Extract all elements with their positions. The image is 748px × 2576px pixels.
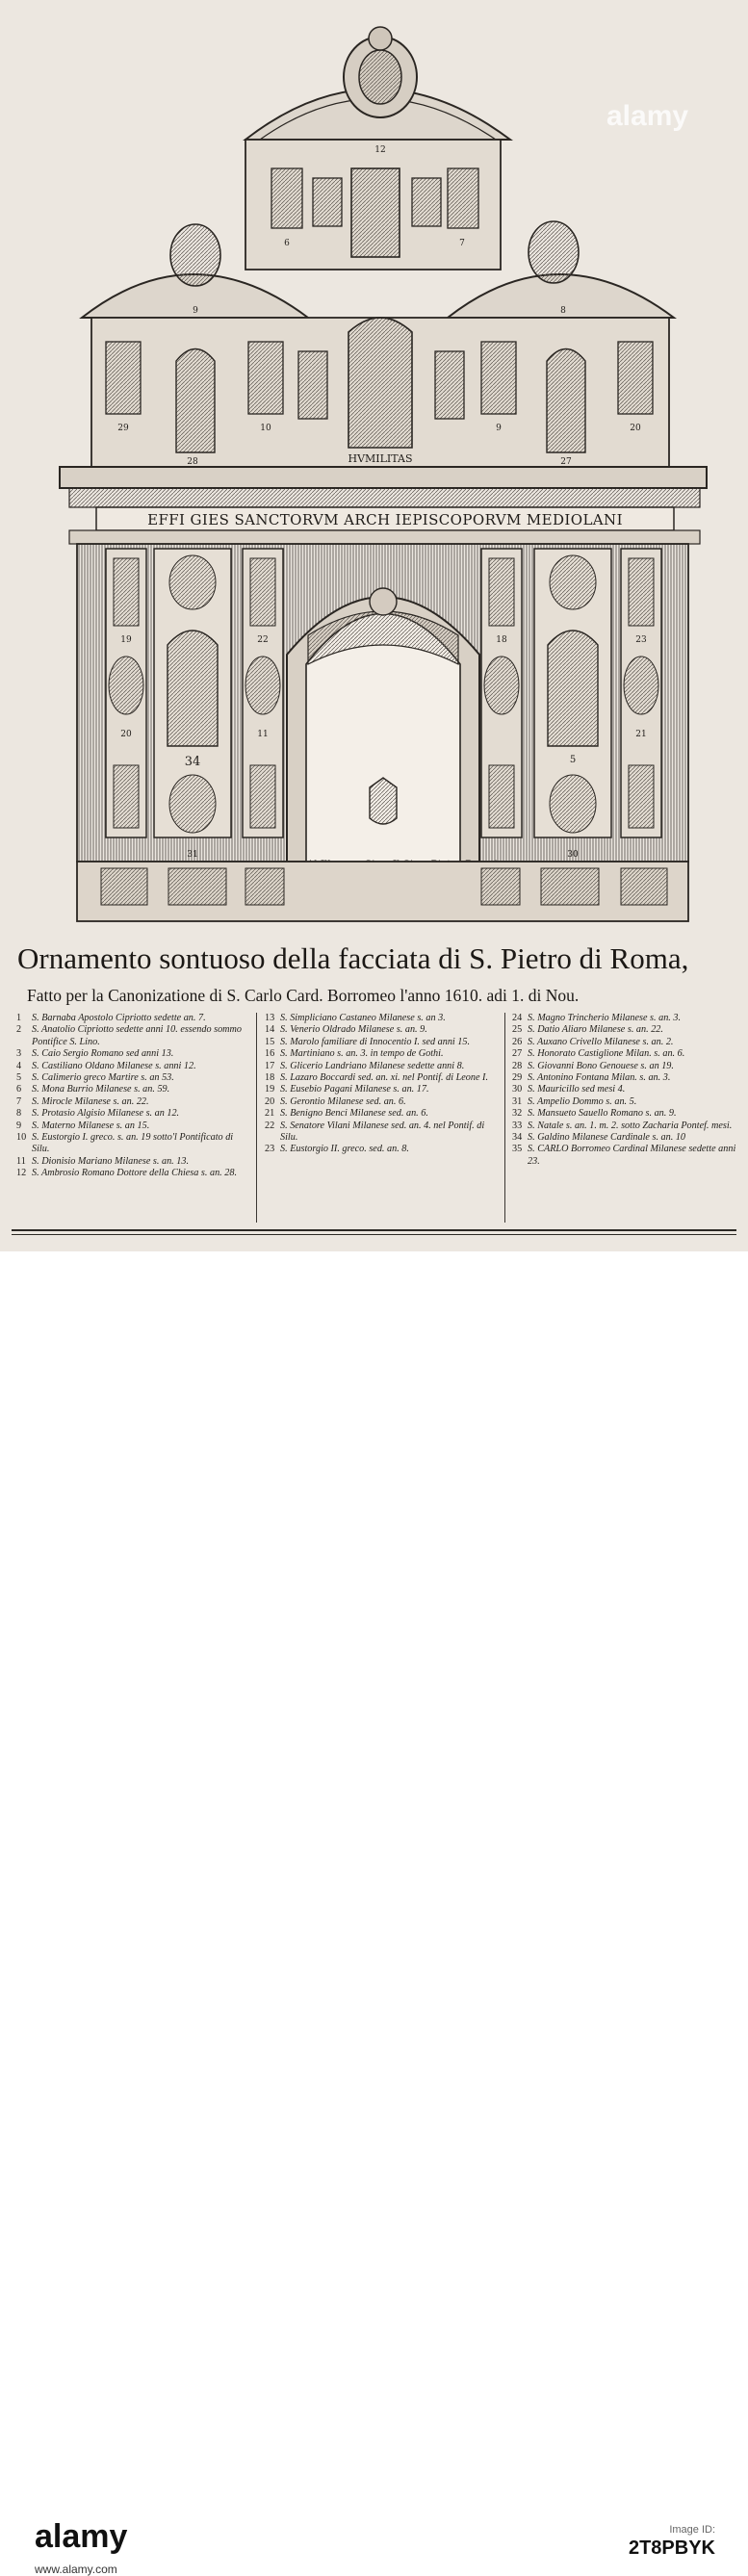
list-item-number: 4	[16, 1060, 22, 1071]
saints-list-column-1	[16, 1013, 252, 1180]
list-item-number: 10	[16, 1132, 27, 1144]
niche-number: 27	[560, 457, 572, 467]
list-item	[265, 1024, 501, 1036]
list-item	[512, 1037, 743, 1048]
list-item	[16, 1168, 252, 1179]
list-item-text: S. Anatolio Cipriotto sedette anni 10. essendo sommo Pontifice S. Lino.	[32, 1024, 242, 1047]
list-item-number: 26	[512, 1036, 523, 1047]
list-item-text: S. Venerio Oldrado Milanese s. an. 9.	[280, 1024, 427, 1036]
watermark-footer	[0, 1251, 748, 2576]
footer-id-label: Image ID:	[669, 2524, 715, 2536]
list-item-number: 2	[16, 1024, 22, 1036]
list-item	[265, 1048, 501, 1060]
list-item-text: S. Eustorgio II. greco. sed. an. 8.	[280, 1144, 409, 1155]
list-item-text: S. Barnaba Apostolo Cipriotto sedette an. 7.	[32, 1013, 206, 1023]
list-item	[265, 1108, 501, 1120]
list-item	[512, 1132, 743, 1144]
list-item-number: 31	[512, 1095, 523, 1107]
footer-logo: alamy	[35, 2518, 128, 2555]
bottom-rule-thin	[12, 1234, 736, 1235]
list-item-text: S. Mauricillo sed mesi 4.	[528, 1084, 626, 1095]
cornice	[60, 467, 707, 488]
list-item	[265, 1084, 501, 1095]
list-item-number: 19	[265, 1084, 275, 1095]
niche-number: 30	[567, 850, 579, 860]
list-item-text: S. Caio Sergio Romano sed anni 13.	[32, 1048, 174, 1060]
list-item-text: S. Mona Burrio Milanese s. an. 59.	[32, 1084, 170, 1095]
list-item-number: 33	[512, 1120, 523, 1131]
niche-number: 29	[117, 424, 129, 433]
watermark-text: alamy	[606, 100, 689, 132]
list-item	[512, 1096, 743, 1108]
niche-number: 20	[630, 424, 641, 433]
list-item	[265, 1037, 501, 1048]
bottom-rule	[12, 1229, 736, 1231]
list-item-text: S. Dionisio Mariano Milanese s. an. 13.	[32, 1155, 189, 1167]
list-item	[16, 1024, 252, 1048]
niche-number: 31	[187, 850, 198, 860]
facade-engraving	[0, 0, 748, 939]
niche-number: 9	[193, 306, 198, 316]
list-item	[512, 1144, 743, 1168]
list-item-text: S. Magno Trincherio Milanese s. an. 3.	[528, 1013, 682, 1023]
frieze-inscription: EFFI GIES SANCTORVM ARCH IEPISCOPORVM MEDIOLANI	[147, 511, 623, 528]
list-item-text: S. Natale s. an. 1. m. 2. sotto Zacharia Pontef. mesi.	[528, 1120, 733, 1131]
list-item-text: S. Ambrosio Romano Dottore della Chiesa s. an. 28.	[32, 1168, 237, 1179]
list-item	[16, 1108, 252, 1120]
niche-number: 22	[257, 635, 269, 645]
niche-number: 11	[257, 730, 269, 739]
list-item	[265, 1072, 501, 1084]
list-item-number: 18	[265, 1072, 275, 1084]
niche-number: 34	[184, 755, 201, 769]
list-item	[512, 1048, 743, 1060]
list-item-text: S. Gerontio Milanese sed. an. 6.	[280, 1095, 406, 1107]
list-item	[512, 1084, 743, 1095]
niche-number: 7	[459, 239, 465, 248]
list-item-number: 23	[265, 1144, 275, 1155]
list-item	[512, 1121, 743, 1132]
list-item	[265, 1013, 501, 1024]
list-item-text: S. CARLO Borromeo Cardinal Milanese sedette anni 23.	[528, 1144, 736, 1167]
list-item-text: S. Antonino Fontana Milan. s. an. 3.	[528, 1072, 671, 1084]
list-item-number: 32	[512, 1108, 523, 1120]
list-item	[512, 1013, 743, 1024]
list-item-number: 12	[16, 1168, 27, 1179]
list-item-number: 15	[265, 1036, 275, 1047]
list-item	[16, 1061, 252, 1072]
list-item-number: 21	[265, 1108, 275, 1120]
list-item-text: S. Eustorgio I. greco. s. an. 19 sotto'l Pontificato di Silu.	[32, 1132, 234, 1155]
list-item-text: S. Glicerio Landriano Milanese sedette anni 8.	[280, 1060, 465, 1071]
list-item	[265, 1061, 501, 1072]
list-item-number: 34	[512, 1132, 523, 1144]
footer-url[interactable]: www.alamy.com	[35, 2563, 117, 2576]
list-item-text: S. Senatore Vilani Milanese sed. an. 4. nel Pontif. di Silu.	[280, 1120, 485, 1144]
list-item-number: 17	[265, 1060, 275, 1071]
list-item	[512, 1072, 743, 1084]
list-item-text: S. Materno Milanese s. an 15.	[32, 1120, 150, 1131]
list-item-number: 16	[265, 1048, 275, 1060]
list-item-number: 8	[16, 1108, 22, 1120]
list-item-text: S. Eusebio Pagani Milanese s. an. 17.	[280, 1084, 429, 1095]
footer-id-code: 2T8PBYK	[628, 2537, 715, 2559]
list-item	[16, 1096, 252, 1108]
lower-left-pilasters	[106, 549, 283, 837]
column-divider	[256, 1013, 257, 1223]
lower-right-pilasters	[481, 549, 661, 837]
column-divider	[504, 1013, 505, 1223]
list-item-text: S. Galdino Milanese Cardinale s. an. 10	[528, 1132, 686, 1144]
niche-number: 28	[187, 457, 198, 467]
list-item	[16, 1121, 252, 1132]
list-item-number: 24	[512, 1013, 523, 1023]
list-item	[512, 1024, 743, 1036]
list-item-text: S. Datio Aliaro Milanese s. an. 22.	[528, 1024, 663, 1036]
list-item	[265, 1096, 501, 1108]
list-item-text: S. Mirocle Milanese s. an. 22.	[32, 1095, 149, 1107]
caption-title: Ornamento sontuoso della facciata di S. Pietro di Roma,	[17, 941, 689, 975]
list-item	[16, 1132, 252, 1156]
list-item-number: 9	[16, 1120, 22, 1131]
list-item-text: S. Giovanni Bono Genouese s. an 19.	[528, 1060, 674, 1071]
list-item-number: 13	[265, 1013, 275, 1023]
list-item-text: S. Lazaro Boccardi sed. an. xi. nel Pontif. di Leone I.	[280, 1072, 488, 1084]
list-item-text: S. Mansueto Sauello Romano s. an. 9.	[528, 1108, 677, 1120]
list-item-number: 29	[512, 1072, 523, 1084]
caption-subtitle: Fatto per la Canonizatione di S. Carlo Card. Borromeo l'anno 1610. adi 1. di Nou.	[27, 986, 580, 1005]
list-item-text: S. Calimerio greco Martire s. an 53.	[32, 1072, 174, 1084]
list-item-number: 3	[16, 1048, 22, 1060]
list-item-number: 28	[512, 1060, 523, 1071]
niche-number: 10	[260, 424, 271, 433]
list-item	[16, 1072, 252, 1084]
architrave	[69, 530, 700, 544]
list-item-number: 20	[265, 1095, 275, 1107]
list-item	[16, 1156, 252, 1168]
niche-number: 6	[284, 239, 290, 248]
list-item-text: S. Simpliciano Castaneo Milanese s. an 3.	[280, 1013, 446, 1023]
list-item-number: 25	[512, 1024, 523, 1036]
niche-number: 18	[496, 635, 507, 645]
central-archway	[287, 588, 479, 862]
list-item-text: S. Castiliano Oldano Milanese s. anni 12.	[32, 1060, 196, 1071]
list-item-text: S. Marolo familiare di Innocentio I. sed anni 15.	[280, 1036, 471, 1047]
list-item-text: S. Honorato Castiglione Milan. s. an. 6.	[528, 1048, 685, 1060]
list-item-number: 11	[16, 1155, 26, 1167]
list-item	[16, 1048, 252, 1060]
niche-number: 5	[569, 755, 577, 765]
niche-number: 9	[496, 424, 502, 433]
list-item	[512, 1108, 743, 1120]
list-item-number: 5	[16, 1072, 22, 1084]
print-sheet	[0, 0, 748, 1251]
list-item-number: 30	[512, 1084, 523, 1095]
list-item-number: 35	[512, 1144, 523, 1155]
list-item-number: 14	[265, 1024, 275, 1036]
niche-number: 20	[120, 730, 132, 739]
cornice-moulding	[69, 488, 700, 507]
niche-number: 21	[635, 730, 647, 739]
list-item-text: S. Martiniano s. an. 3. in tempo de Gothi.	[280, 1048, 444, 1060]
list-item	[16, 1084, 252, 1095]
list-item	[265, 1121, 501, 1145]
saints-list-column-2	[265, 1013, 501, 1156]
list-item	[512, 1061, 743, 1072]
niche-number: 8	[560, 306, 566, 316]
niche-number: 12	[374, 145, 386, 155]
footer-image-id	[629, 2524, 715, 2560]
list-item-text: S. Ampelio Dommo s. an. 5.	[528, 1095, 637, 1107]
saints-list-column-3	[512, 1013, 743, 1168]
list-item-number: 22	[265, 1120, 275, 1131]
list-item-number: 6	[16, 1084, 22, 1095]
list-item-text: S. Benigno Benci Milanese sed. an. 6.	[280, 1108, 428, 1120]
niche-number: 19	[120, 635, 132, 645]
humilitas-inscription: HVMILITAS	[348, 452, 413, 465]
list-item-text: S. Protasio Algisio Milanese s. an 12.	[32, 1108, 180, 1120]
list-item-text: S. Auxano Crivello Milanese s. an. 2.	[528, 1036, 674, 1047]
list-item-number: 7	[16, 1095, 22, 1107]
top-pediment	[245, 27, 510, 140]
list-item	[265, 1144, 501, 1155]
list-item	[16, 1013, 252, 1024]
list-item-number: 27	[512, 1048, 523, 1060]
niche-number: 23	[635, 635, 647, 645]
list-item-number: 1	[16, 1013, 22, 1023]
